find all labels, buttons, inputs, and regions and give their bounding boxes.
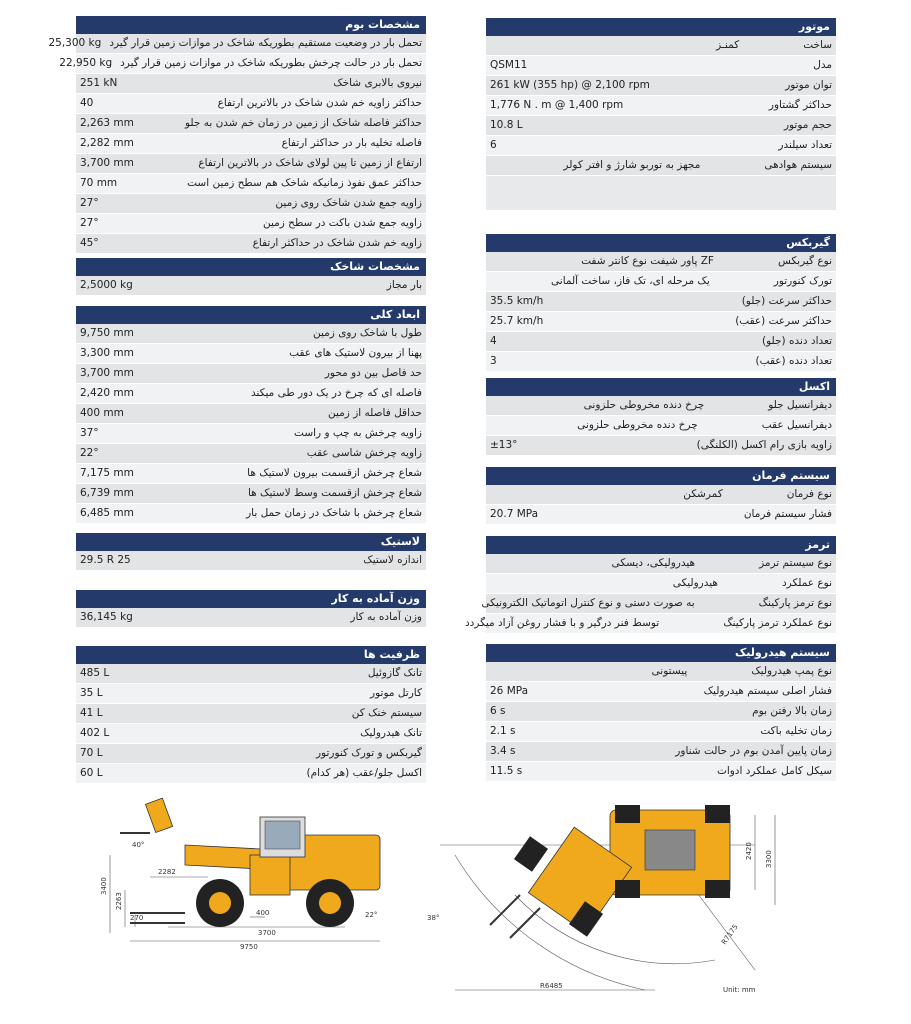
spec-label: اندازه لاستیک (363, 554, 422, 566)
spec-label: نوع ترمز پارکینگ (758, 597, 832, 609)
spec-row (76, 364, 426, 384)
spec-label: زاویه جمع شدن شاخک روی زمین (275, 197, 422, 209)
spec-value: 35 L (80, 687, 103, 699)
spec-label: حداکثر گشتاور (768, 99, 832, 111)
spec-value: مجهز به توربو شارژ و افتر کولر (563, 159, 701, 171)
spec-row (486, 396, 836, 416)
spec-row (486, 76, 836, 96)
spec-value: 2.1 s (490, 725, 516, 737)
gearbox-section (486, 234, 836, 372)
dim-radius-fork: R6485 (540, 982, 563, 990)
unit-label: Unit: mm (723, 986, 756, 994)
spec-value: 6,485 mm (80, 507, 134, 519)
spec-label: حداکثر عمق نفوذ زمانیکه شاخک هم سطح زمین است (187, 177, 422, 189)
spec-label: وزن آماده به کار (350, 611, 422, 623)
spec-value: 4 (490, 335, 497, 347)
spec-value: 3,700 mm (80, 367, 134, 379)
spec-value: هیدرولیکی (672, 577, 718, 589)
section-header: ظرفیت ها (76, 646, 426, 664)
spec-value: 29.5 R 25 (80, 554, 131, 566)
dim-small-height: 270 (130, 914, 144, 922)
spec-row (486, 574, 836, 594)
spec-label: حجم موتور (783, 119, 832, 131)
spec-row (76, 154, 426, 174)
dim-angle: 38° (427, 914, 440, 922)
spec-row (76, 134, 426, 154)
boom-specs-section (48, 16, 426, 254)
brake-section (464, 536, 836, 634)
dim-width-b: 3300 (765, 850, 773, 868)
spec-label: فشار سیستم فرمان (743, 508, 832, 520)
spec-value: توسط فنر درگیر و با فشار روغن آزاد میگردد (464, 617, 660, 629)
section-header: گیربکس (486, 234, 836, 252)
spec-row (486, 505, 836, 525)
spec-label: سیستم خنک کن (351, 707, 422, 719)
spec-value: 402 L (80, 727, 110, 739)
spec-value: 27° (80, 197, 99, 209)
spec-label: حداکثر زاویه خم شدن شاخک در بالاترین ارتفاع (217, 97, 422, 109)
spec-row (486, 36, 836, 56)
spec-value: 2,420 mm (80, 387, 134, 399)
spec-row (481, 594, 836, 614)
spec-row (76, 174, 426, 194)
section-header: مشخصات بوم (76, 16, 426, 34)
spec-row (76, 551, 426, 571)
spec-value: ZF پاور شیفت نوع کانتر شفت (581, 255, 714, 267)
spec-row (486, 156, 836, 176)
section-header: سیستم هیدرولیک (486, 644, 836, 662)
spec-row (76, 214, 426, 234)
spec-row (76, 744, 426, 764)
spec-row (76, 684, 426, 704)
spec-row (76, 74, 426, 94)
spec-value: 70 mm (80, 177, 118, 189)
spec-label: کارتل موتور (370, 687, 422, 699)
spec-row (76, 724, 426, 744)
spec-label: پهنا از بیرون لاستیک های عقب (289, 347, 422, 359)
spec-value: 1,776 N . m @ 1,400 rpm (490, 99, 624, 111)
spec-value: پیستونی (651, 665, 688, 677)
spec-value: 485 L (80, 667, 110, 679)
spec-label: تانک گازوئیل (367, 667, 422, 679)
spec-row (76, 194, 426, 214)
section-header: لاستیک (76, 533, 426, 551)
spec-value: کمنـز (716, 39, 740, 51)
spec-label: تحمل بار در حالت چرخش بطوریکه شاخک در موازات زمین قرار گیرد (120, 57, 422, 69)
spec-label: سیکل کامل عملکرد ادوات (716, 765, 832, 777)
spec-value: 3 (490, 355, 497, 367)
spec-value: 6 s (490, 705, 506, 717)
spec-row (486, 742, 836, 762)
spec-row (59, 54, 426, 74)
section-header: مشخصات شاخک (76, 258, 426, 276)
axle-section (486, 378, 836, 456)
spec-value: 25.7 km/h (490, 315, 544, 327)
spec-row (76, 94, 426, 114)
spec-label: نوع عملکرد ترمز پارکینگ (723, 617, 832, 629)
spec-row (486, 252, 836, 272)
spec-label: زاویه جمع شدن باکت در سطح زمین (262, 217, 422, 229)
section-header: ابعاد کلی (76, 306, 426, 324)
spec-value: 3,300 mm (80, 347, 134, 359)
spec-label: نوع گیربکس (777, 255, 832, 267)
spec-value: 41 L (80, 707, 103, 719)
spec-value: 9,750 mm (80, 327, 134, 339)
spec-label: حداکثر سرعت (عقب) (735, 315, 832, 327)
spec-value: 7,175 mm (80, 467, 134, 479)
spec-row (76, 114, 426, 134)
spec-label: توان موتور (785, 79, 832, 91)
spec-value: 251 kN (80, 77, 118, 89)
spec-value: یک مرحله ای، تک فاز، ساخت آلمانی (551, 275, 710, 287)
spec-value: هیدرولیکی، دیسکی (611, 557, 696, 569)
spec-value: 3,700 mm (80, 157, 134, 169)
spec-value: 11.5 s (490, 765, 523, 777)
spec-value: 400 mm (80, 407, 124, 419)
spec-label: حداکثر سرعت (جلو) (741, 295, 832, 307)
dim-length: 9750 (240, 943, 258, 951)
spec-label: مدل (813, 59, 832, 71)
spec-value: 37° (80, 427, 99, 439)
spec-row (76, 234, 426, 254)
spec-value: 70 L (80, 747, 103, 759)
spec-label: فاصله تخلیه بار در حداکثر ارتفاع (281, 137, 422, 149)
section-header: ترمز (486, 536, 836, 554)
spec-row (486, 116, 836, 136)
spec-label: نوع سیستم ترمز (759, 557, 832, 569)
dim-radius-outer: R7175 (720, 922, 740, 947)
spec-label: زمان تخلیه باکت (760, 725, 832, 737)
spec-value: 22,950 kg (59, 57, 113, 69)
spec-value: 3.4 s (490, 745, 516, 757)
spec-row (76, 484, 426, 504)
spec-value: 27° (80, 217, 99, 229)
spec-label: شعاع چرخش ازقسمت وسط لاستیک ها (247, 487, 422, 499)
spec-row (486, 136, 836, 156)
section-header: اکسل (486, 378, 836, 396)
spec-row (486, 762, 836, 782)
spec-label: فشار اصلی سیستم هیدرولیک (703, 685, 832, 697)
spec-value: 20.7 MPa (490, 508, 539, 520)
spec-value: 35.5 km/h (490, 295, 544, 307)
spec-row (486, 702, 836, 722)
spec-row (76, 504, 426, 524)
spec-label: گیربکس و تورک کنورتور (315, 747, 422, 759)
spec-row (76, 608, 426, 628)
spec-row (486, 682, 836, 702)
spec-value: 25,300 kg (48, 37, 102, 49)
spec-value: 2,5000 kg (80, 279, 133, 291)
spec-label: زاویه چرخش شاسی عقب (306, 447, 422, 459)
dimensions-section (76, 306, 426, 524)
spec-label: تانک هیدرولیک (360, 727, 422, 739)
section-header: سیستم فرمان (486, 467, 836, 485)
spec-value: 10.8 L (490, 119, 523, 131)
spec-row (486, 96, 836, 116)
spec-row (76, 344, 426, 364)
spec-label: ساخت (803, 39, 832, 51)
dim-reach: 2282 (158, 868, 176, 876)
spec-label: طول با شاخک روی زمین (313, 327, 422, 339)
spec-value: 2,282 mm (80, 137, 134, 149)
spec-label: نوع عملکرد (781, 577, 832, 589)
spec-label: زمان بالا رفتن بوم (752, 705, 832, 717)
spec-row (486, 662, 836, 682)
fork-specs-section (76, 258, 426, 296)
spec-label: تحمل بار در وضعیت مستقیم بطوریکه شاخک در موازات زمین قرار گیرد (109, 37, 422, 49)
spec-value: کمرشکن (683, 488, 723, 500)
section-header: موتور (486, 18, 836, 36)
dim-clearance: 400 (256, 909, 270, 917)
spec-value: 60 L (80, 767, 103, 779)
operating-weight-section (76, 590, 426, 628)
spec-row (464, 614, 836, 634)
spec-value: 2,263 mm (80, 117, 134, 129)
dim-lift-height: 2263 (115, 892, 123, 910)
steering-section (486, 467, 836, 525)
spec-label: زاویه خم شدن شاخک در حداکثر ارتفاع (252, 237, 422, 249)
spec-value: چرخ دنده مخروطی حلزونی (577, 419, 698, 431)
spec-row (76, 664, 426, 684)
spec-row (486, 272, 836, 292)
spec-label: فاصله ای که چرخ در یک دور طی میکند (250, 387, 422, 399)
engine-section (486, 18, 836, 210)
spec-label: نوع پمپ هیدرولیک (751, 665, 832, 677)
spec-value: به صورت دستی و نوع کنترل اتوماتیک الکترونیکی (481, 597, 695, 609)
spec-label: زاویه بازی رام اکسل (الکلنگی) (696, 439, 832, 451)
spec-row (48, 34, 426, 54)
spec-value: 22° (80, 447, 99, 459)
spec-label: ارتفاع از زمین تا پین لولای شاخک در بالاترین ارتفاع (198, 157, 422, 169)
dim-angle-rear: 22° (365, 911, 378, 919)
spec-label: زمان پایین آمدن بوم در حالت شناور (675, 745, 832, 757)
spec-row (76, 444, 426, 464)
spec-row (76, 384, 426, 404)
spec-row (486, 722, 836, 742)
hydraulic-section (486, 644, 836, 782)
spec-row (486, 352, 836, 372)
spec-label: دیفرانسیل جلو (768, 399, 832, 411)
spec-label: سیستم هوادهی (764, 159, 832, 171)
spec-row (76, 704, 426, 724)
spec-label: حد فاصل بین دو محور (324, 367, 422, 379)
spec-label: نوع فرمان (786, 488, 832, 500)
spec-label: تعداد سیلندر (778, 139, 832, 151)
spec-row (76, 764, 426, 784)
spec-label: تعداد دنده (عقب) (755, 355, 832, 367)
spec-label: اکسل جلو/عقب (هر کدام) (306, 767, 422, 779)
spec-row (486, 485, 836, 505)
spec-row (76, 424, 426, 444)
spec-label: نیروی بالابری شاخک (333, 77, 422, 89)
spec-value: 6 (490, 139, 497, 151)
spec-value: چرخ دنده مخروطی حلزونی (583, 399, 705, 411)
spec-value: 36,145 kg (80, 611, 133, 623)
spec-label: تعداد دنده (جلو) (762, 335, 832, 347)
capacities-section (76, 646, 426, 784)
filler (486, 176, 836, 210)
spec-row (486, 312, 836, 332)
spec-label: شعاع چرخش با شاخک در زمان حمل بار (246, 507, 422, 519)
spec-label: حداقل فاصله از زمین (328, 407, 422, 419)
spec-value: 6,739 mm (80, 487, 134, 499)
spec-row (486, 416, 836, 436)
spec-row (486, 56, 836, 76)
tire-section (76, 533, 426, 571)
spec-value: QSM11 (490, 59, 528, 71)
dim-height-total: 3400 (100, 877, 108, 895)
spec-value: 45° (80, 237, 99, 249)
top-view-drawing (425, 800, 825, 1000)
spec-label: بار مجاز (386, 279, 422, 291)
spec-row (76, 276, 426, 296)
spec-row (486, 554, 836, 574)
spec-value: 26 MPa (490, 685, 529, 697)
spec-row (76, 324, 426, 344)
spec-label: دیفرانسیل عقب (761, 419, 832, 431)
spec-row (76, 464, 426, 484)
dim-angle-top: 40° (132, 841, 145, 849)
spec-row (76, 404, 426, 424)
spec-label: تورک کنورتور (773, 275, 832, 287)
spec-row (486, 436, 836, 456)
spec-row (486, 292, 836, 312)
dim-width-a: 2420 (745, 842, 753, 860)
spec-value: ±13° (490, 439, 518, 451)
spec-label: حداکثر فاصله شاخک از زمین در زمان خم شدن به جلو (184, 117, 422, 129)
spec-value: 261 kW (355 hp) @ 2,100 rpm (490, 79, 650, 91)
section-header: وزن آماده به کار (76, 590, 426, 608)
spec-label: شعاع چرخش ازقسمت بیرون لاستیک ها (247, 467, 422, 479)
dim-wheelbase: 3700 (258, 929, 276, 937)
spec-label: زاویه چرخش به چپ و راست (294, 427, 422, 439)
side-view-drawing (90, 795, 410, 955)
spec-row (486, 332, 836, 352)
spec-value: 40 (80, 97, 94, 109)
